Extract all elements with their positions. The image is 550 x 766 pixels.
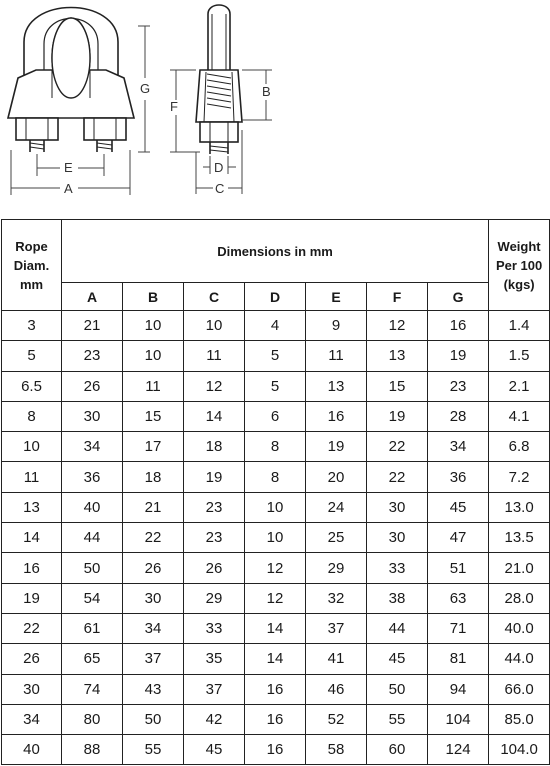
table-cell: 94 <box>428 674 489 704</box>
table-cell: 12 <box>245 553 306 583</box>
table-row <box>2 371 550 401</box>
table-cell: 19 <box>184 462 245 492</box>
table-cell: 19 <box>367 401 428 431</box>
table-cell: 10 <box>184 311 245 341</box>
table-row <box>2 704 550 734</box>
table-cell: 22 <box>2 613 62 643</box>
dim-label-g: G <box>140 81 151 96</box>
table-cell: 8 <box>245 432 306 462</box>
table-cell: 36 <box>428 462 489 492</box>
table-cell: 5 <box>245 341 306 371</box>
table-cell: 22 <box>367 432 428 462</box>
table-cell: 33 <box>184 613 245 643</box>
table-row <box>2 613 550 643</box>
table-cell: 12 <box>184 371 245 401</box>
table-cell: 17 <box>123 432 184 462</box>
table-cell: 46 <box>306 674 367 704</box>
table-row <box>2 462 550 492</box>
table-cell: 25 <box>306 523 367 553</box>
table-cell: 5 <box>245 371 306 401</box>
table-cell: 10 <box>123 311 184 341</box>
table-row <box>2 311 550 341</box>
table-cell: 6.8 <box>489 432 550 462</box>
table-cell: 21 <box>62 311 123 341</box>
table-cell: 21.0 <box>489 553 550 583</box>
dim-label-e: E <box>64 160 73 175</box>
table-cell: 45 <box>184 735 245 765</box>
table-cell: 7.2 <box>489 462 550 492</box>
table-cell: 16 <box>245 674 306 704</box>
table-cell: 23 <box>428 371 489 401</box>
table-cell: 50 <box>123 704 184 734</box>
table-cell: 28.0 <box>489 583 550 613</box>
table-cell: 41 <box>306 644 367 674</box>
table-cell: 30 <box>367 523 428 553</box>
table-cell: 34 <box>2 704 62 734</box>
column-header-b: B <box>123 283 184 311</box>
table-cell: 61 <box>62 613 123 643</box>
rope-diameter-header <box>2 220 62 311</box>
column-header-g: G <box>428 283 489 311</box>
table-cell: 12 <box>367 311 428 341</box>
table-cell: 22 <box>367 462 428 492</box>
table-cell: 44 <box>367 613 428 643</box>
table-cell: 16 <box>2 553 62 583</box>
table-cell: 65 <box>62 644 123 674</box>
table-cell: 18 <box>123 462 184 492</box>
table-cell: 1.4 <box>489 311 550 341</box>
table-cell: 50 <box>62 553 123 583</box>
table-cell: 104 <box>428 704 489 734</box>
table-cell: 40.0 <box>489 613 550 643</box>
table-cell: 44 <box>62 523 123 553</box>
table-row <box>2 735 550 765</box>
dim-label-b: B <box>262 84 271 99</box>
table-cell: 58 <box>306 735 367 765</box>
table-cell: 37 <box>184 674 245 704</box>
table-cell: 16 <box>245 735 306 765</box>
table-cell: 6 <box>245 401 306 431</box>
table-cell: 14 <box>2 523 62 553</box>
table-cell: 14 <box>245 613 306 643</box>
table-cell: 124 <box>428 735 489 765</box>
table-cell: 12 <box>245 583 306 613</box>
table-cell: 38 <box>367 583 428 613</box>
table-cell: 14 <box>184 401 245 431</box>
table-cell: 15 <box>367 371 428 401</box>
table-cell: 63 <box>428 583 489 613</box>
table-cell: 13.5 <box>489 523 550 553</box>
table-cell: 26 <box>62 371 123 401</box>
table-cell: 74 <box>62 674 123 704</box>
table-cell: 13 <box>367 341 428 371</box>
rope-header-line: Diam. <box>13 257 50 273</box>
table-cell: 10 <box>123 341 184 371</box>
table-row <box>2 553 550 583</box>
table-cell: 6.5 <box>2 371 62 401</box>
table-cell: 81 <box>428 644 489 674</box>
table-row <box>2 674 550 704</box>
table-cell: 28 <box>428 401 489 431</box>
table-cell: 52 <box>306 704 367 734</box>
table-cell: 60 <box>367 735 428 765</box>
table-cell: 34 <box>62 432 123 462</box>
wire-rope-clip-drawing <box>0 0 550 210</box>
dim-label-a: A <box>64 181 73 196</box>
table-cell: 85.0 <box>489 704 550 734</box>
table-cell: 11 <box>184 341 245 371</box>
weight-header-line: Weight <box>497 238 541 254</box>
rope-header-line: Rope <box>15 238 48 254</box>
table-row <box>2 492 550 522</box>
weight-header-line: (kgs) <box>503 276 535 292</box>
column-header-d: D <box>245 283 306 311</box>
table-cell: 4.1 <box>489 401 550 431</box>
table-cell: 10 <box>2 432 62 462</box>
table-cell: 43 <box>123 674 184 704</box>
table-cell: 22 <box>123 523 184 553</box>
table-cell: 9 <box>306 311 367 341</box>
table-cell: 26 <box>184 553 245 583</box>
column-header-c: C <box>184 283 245 311</box>
table-cell: 104.0 <box>489 735 550 765</box>
column-header-f: F <box>367 283 428 311</box>
table-cell: 11 <box>306 341 367 371</box>
table-row <box>2 523 550 553</box>
table-cell: 3 <box>2 311 62 341</box>
table-cell: 13.0 <box>489 492 550 522</box>
table-cell: 33 <box>367 553 428 583</box>
table-cell: 2.1 <box>489 371 550 401</box>
table-cell: 5 <box>2 341 62 371</box>
table-cell: 19 <box>2 583 62 613</box>
table-cell: 26 <box>123 553 184 583</box>
table-cell: 88 <box>62 735 123 765</box>
table-cell: 23 <box>184 492 245 522</box>
table-cell: 10 <box>245 492 306 522</box>
table-cell: 13 <box>2 492 62 522</box>
table-cell: 16 <box>245 704 306 734</box>
table-cell: 14 <box>245 644 306 674</box>
table-cell: 21 <box>123 492 184 522</box>
table-cell: 20 <box>306 462 367 492</box>
table-cell: 10 <box>245 523 306 553</box>
table-cell: 47 <box>428 523 489 553</box>
dimensions-header: Dimensions in mm <box>62 220 489 283</box>
table-cell: 34 <box>428 432 489 462</box>
column-header-a: A <box>62 283 123 311</box>
table-cell: 29 <box>306 553 367 583</box>
table-cell: 11 <box>2 462 62 492</box>
table-cell: 32 <box>306 583 367 613</box>
table-row <box>2 341 550 371</box>
table-cell: 36 <box>62 462 123 492</box>
table-cell: 24 <box>306 492 367 522</box>
table-cell: 35 <box>184 644 245 674</box>
table-cell: 16 <box>306 401 367 431</box>
table-cell: 55 <box>123 735 184 765</box>
table-cell: 30 <box>123 583 184 613</box>
table-cell: 40 <box>62 492 123 522</box>
table-cell: 37 <box>123 644 184 674</box>
table-cell: 15 <box>123 401 184 431</box>
weight-header <box>489 220 550 311</box>
table-cell: 71 <box>428 613 489 643</box>
table-cell: 37 <box>306 613 367 643</box>
table-cell: 45 <box>428 492 489 522</box>
rope-header-line: mm <box>19 276 44 292</box>
front-view <box>8 8 150 196</box>
table-cell: 51 <box>428 553 489 583</box>
table-row <box>2 644 550 674</box>
table-cell: 29 <box>184 583 245 613</box>
table-cell: 40 <box>2 735 62 765</box>
table-cell: 80 <box>62 704 123 734</box>
table-cell: 54 <box>62 583 123 613</box>
table-cell: 44.0 <box>489 644 550 674</box>
table-cell: 30 <box>2 674 62 704</box>
column-header-e: E <box>306 283 367 311</box>
dim-label-d: D <box>214 160 224 175</box>
table-cell: 4 <box>245 311 306 341</box>
table-cell: 19 <box>306 432 367 462</box>
table-cell: 23 <box>184 523 245 553</box>
table-cell: 55 <box>367 704 428 734</box>
table-cell: 19 <box>428 341 489 371</box>
table-cell: 45 <box>367 644 428 674</box>
weight-header-line: Per 100 <box>495 257 543 273</box>
table-cell: 18 <box>184 432 245 462</box>
table-cell: 42 <box>184 704 245 734</box>
table-row <box>2 583 550 613</box>
table-cell: 11 <box>123 371 184 401</box>
table-cell: 30 <box>367 492 428 522</box>
table-cell: 26 <box>2 644 62 674</box>
table-cell: 13 <box>306 371 367 401</box>
table-cell: 66.0 <box>489 674 550 704</box>
table-cell: 23 <box>62 341 123 371</box>
table-cell: 1.5 <box>489 341 550 371</box>
table-row <box>2 401 550 431</box>
table-cell: 8 <box>2 401 62 431</box>
dim-label-c: C <box>215 181 225 196</box>
table-cell: 8 <box>245 462 306 492</box>
table-cell: 50 <box>367 674 428 704</box>
dimensions-table <box>1 219 550 765</box>
table-cell: 30 <box>62 401 123 431</box>
table-body <box>2 311 550 765</box>
table-cell: 16 <box>428 311 489 341</box>
dim-label-f: F <box>170 99 178 114</box>
table-cell: 34 <box>123 613 184 643</box>
table-row <box>2 432 550 462</box>
